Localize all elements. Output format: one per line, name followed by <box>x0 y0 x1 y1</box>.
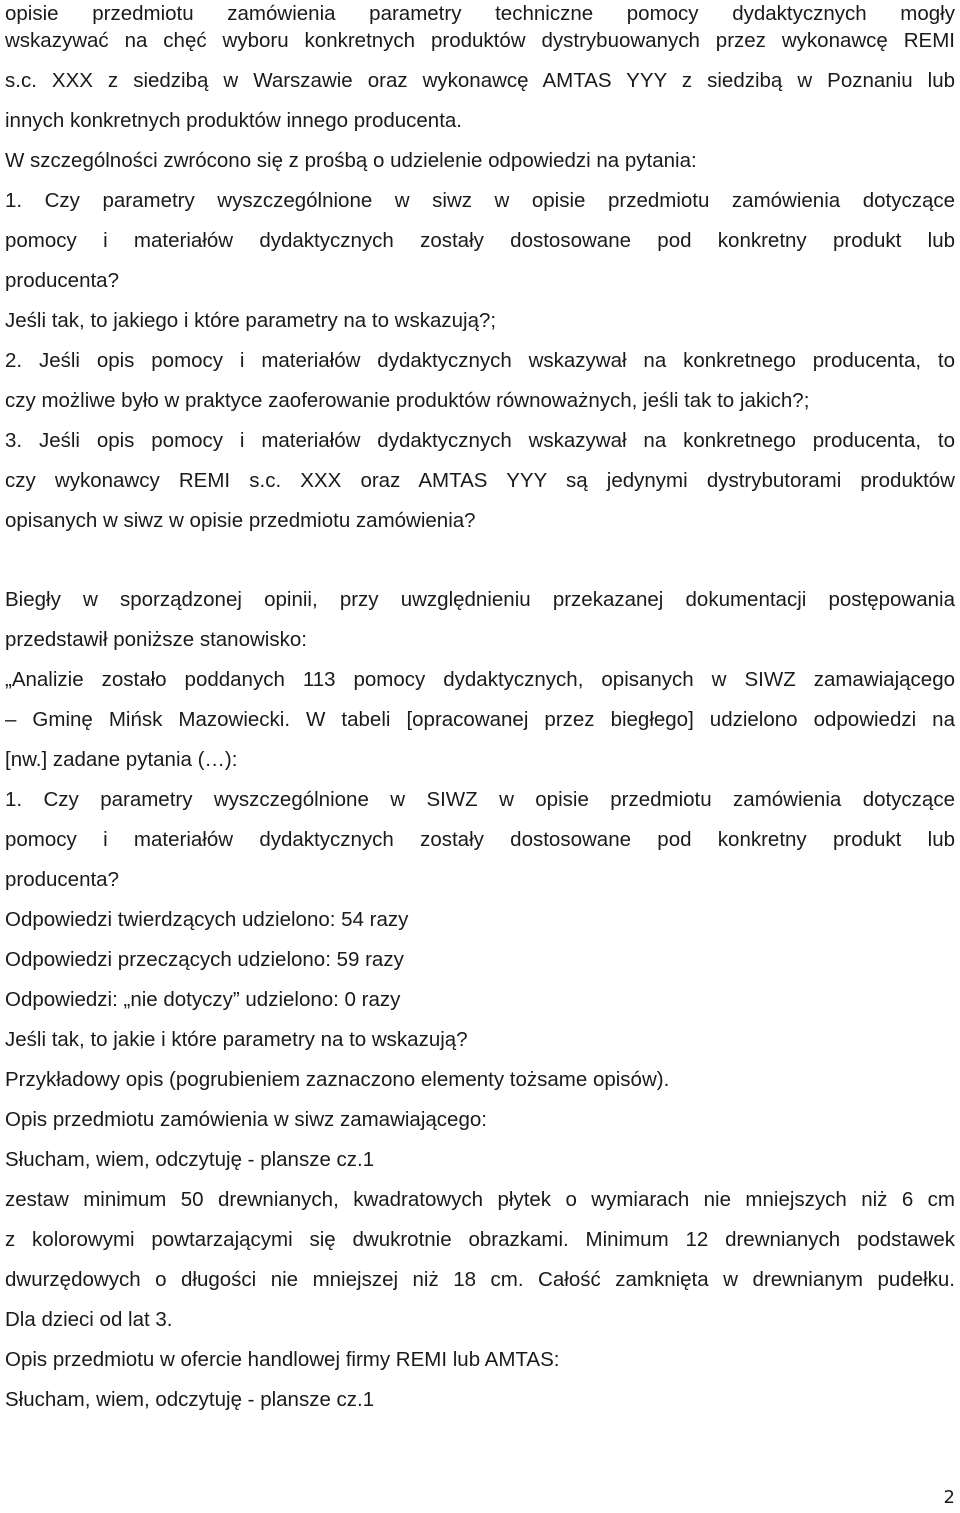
text-line: 1. Czy parametry wyszczególnione w SIWZ w opisie przedmiotu zamówienia dotyczące <box>5 788 955 811</box>
text-line: 1. Czy parametry wyszczególnione w siwz w opisie przedmiotu zamówienia dotyczące <box>5 189 955 212</box>
paragraph-gap <box>5 547 955 586</box>
text-line: [nw.] zadane pytania (…): <box>5 748 238 771</box>
text-line: wskazywać na chęć wyboru konkretnych produktów dystrybuowanych przez wykonawcę REMI <box>5 29 955 52</box>
document-page <box>5 0 955 1426</box>
text-line: Biegły w sporządzonej opinii, przy uwzględnieniu przekazanej dokumentacji postępowania <box>5 588 955 611</box>
text-line: Jeśli tak, to jakiego i które parametry na to wskazują?; <box>5 309 497 332</box>
text-line: „Analizie zostało poddanych 113 pomocy dydaktycznych, opisanych w SIWZ zamawiającego <box>5 668 955 691</box>
paragraph-intro <box>5 0 955 547</box>
text-line: W szczególności zwrócono się z prośbą o udzielenie odpowiedzi na pytania: <box>5 149 697 172</box>
text-line: pomocy i materiałów dydaktycznych zostały dostosowane pod konkretny produkt lub <box>5 828 955 851</box>
text-line: Dla dzieci od lat 3. <box>5 1308 173 1331</box>
text-line: 3. Jeśli opis pomocy i materiałów dydaktycznych wskazywał na konkretnego producenta, to <box>5 429 955 452</box>
text-line: producenta? <box>5 868 119 891</box>
text-line: czy możliwe było w praktyce zaoferowanie produktów równoważnych, jeśli tak to jakich?; <box>5 389 810 412</box>
text-line: Odpowiedzi twierdzących udzielono: 54 razy <box>5 908 409 931</box>
text-line: Jeśli tak, to jakie i które parametry na to wskazują? <box>5 1028 468 1051</box>
text-line: opisie przedmiotu zamówienia parametry techniczne pomocy dydaktycznych mogły <box>5 2 955 25</box>
text-line: Opis przedmiotu zamówienia w siwz zamawiającego: <box>5 1108 487 1131</box>
text-line: Słucham, wiem, odczytuję - plansze cz.1 <box>5 1148 375 1171</box>
text-line: Opis przedmiotu w ofercie handlowej firmy REMI lub AMTAS: <box>5 1348 560 1371</box>
text-line: pomocy i materiałów dydaktycznych zostały dostosowane pod konkretny produkt lub <box>5 229 955 252</box>
text-line: producenta? <box>5 269 119 292</box>
text-line: 2. Jeśli opis pomocy i materiałów dydaktycznych wskazywał na konkretnego producenta, to <box>5 349 955 372</box>
text-line: Słucham, wiem, odczytuję - plansze cz.1 <box>5 1388 375 1411</box>
text-line: z kolorowymi powtarzającymi się dwukrotnie obrazkami. Minimum 12 drewnianych podstawek <box>5 1228 955 1251</box>
text-line: dwurzędowych o długości nie mniejszej niż 18 cm. Całość zamknięta w drewnianym pudełku. <box>5 1268 955 1291</box>
page-number: 2 <box>943 1487 955 1508</box>
text-line: opisanych w siwz w opisie przedmiotu zamówienia? <box>5 509 476 532</box>
text-line: – Gminę Mińsk Mazowiecki. W tabeli [opracowanej przez biegłego] udzielono odpowiedzi na <box>5 708 955 731</box>
text-line: Przykładowy opis (pogrubieniem zaznaczono elementy tożsame opisów). <box>5 1068 670 1091</box>
text-line: s.c. XXX z siedzibą w Warszawie oraz wykonawcę AMTAS YYY z siedzibą w Poznaniu lub <box>5 69 955 92</box>
text-line: przedstawił poniższe stanowisko: <box>5 628 307 651</box>
text-line: czy wykonawcy REMI s.c. XXX oraz AMTAS YYY są jedynymi dystrybutorami produktów <box>5 469 955 492</box>
text-line: innych konkretnych produktów innego producenta. <box>5 109 462 132</box>
paragraph-expert-opinion <box>5 586 955 1426</box>
text-line: Odpowiedzi: „nie dotyczy” udzielono: 0 razy <box>5 988 401 1011</box>
text-line: zestaw minimum 50 drewnianych, kwadratowych płytek o wymiarach nie mniejszych niż 6 cm <box>5 1188 955 1211</box>
text-line: Odpowiedzi przeczących udzielono: 59 razy <box>5 948 404 971</box>
